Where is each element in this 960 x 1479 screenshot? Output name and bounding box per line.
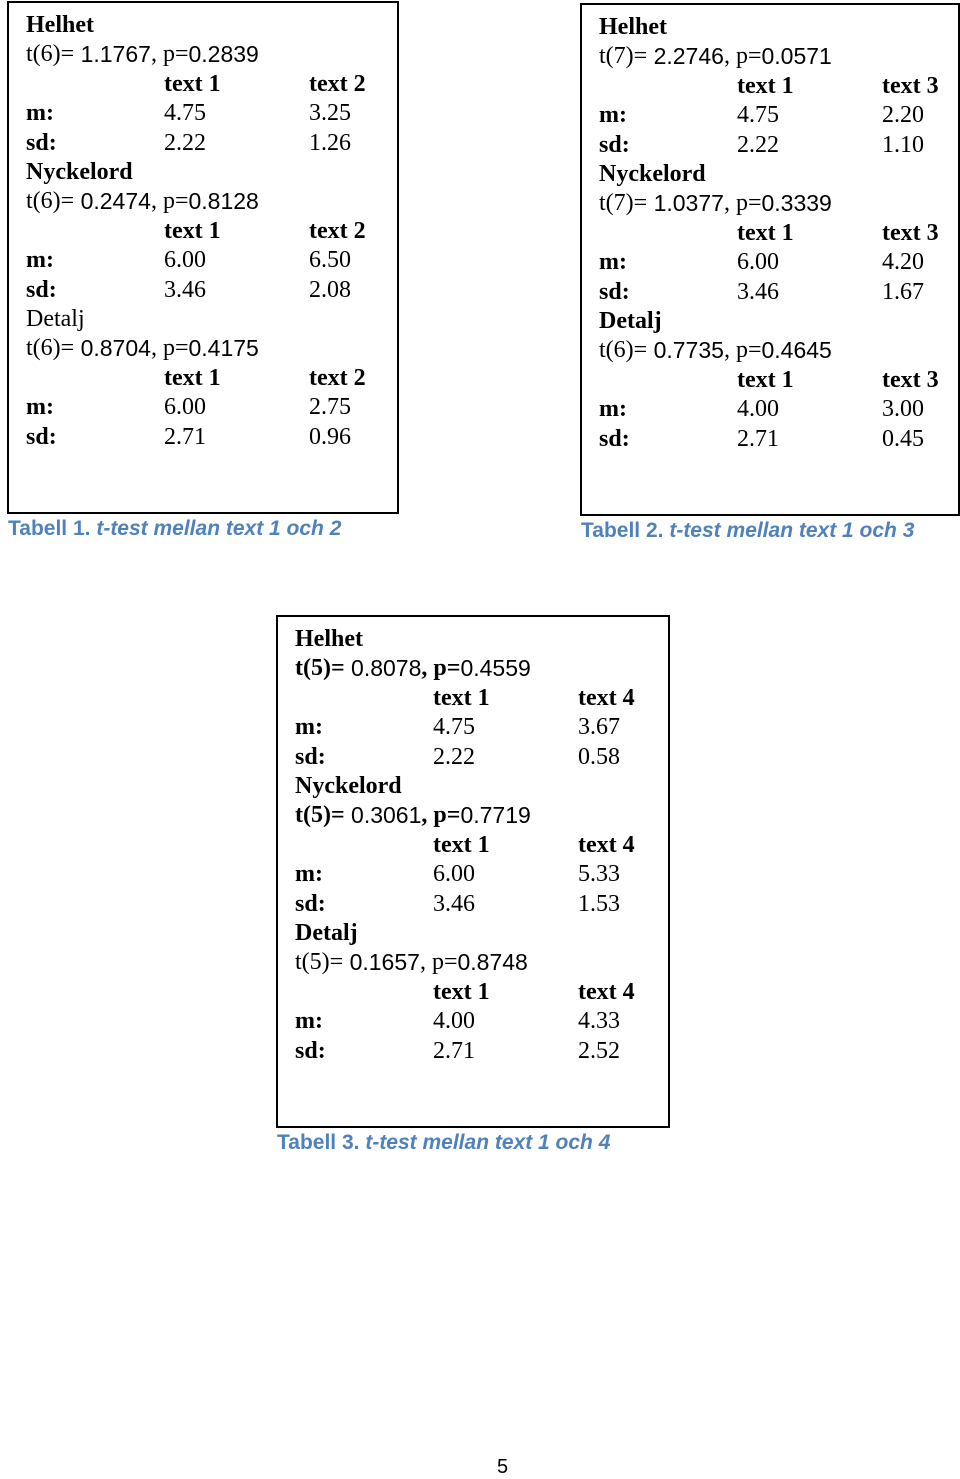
m-value: 3.67 xyxy=(578,714,620,741)
column-header: text 2 xyxy=(309,364,366,391)
p-value: 0.3339 xyxy=(761,190,832,217)
column-header-row xyxy=(599,72,958,101)
t-value: 2.2746 xyxy=(647,43,724,70)
t-prefix: t(6)= xyxy=(26,188,75,215)
column-header: text 1 xyxy=(433,684,490,711)
table-3-box xyxy=(276,615,670,1128)
block-title: Helhet xyxy=(295,626,363,652)
column-header-row xyxy=(26,70,397,99)
sd-value: 2.22 xyxy=(737,131,779,158)
m-label: m: xyxy=(599,396,627,423)
t-value: 1.0377 xyxy=(647,190,724,217)
m-label: m: xyxy=(26,394,54,421)
sd-value: 0.58 xyxy=(578,743,620,770)
p-prefix: , p= xyxy=(723,190,762,217)
p-prefix: , p= xyxy=(419,949,458,976)
table-3-caption xyxy=(277,1131,610,1155)
m-value: 3.00 xyxy=(882,396,924,423)
m-label: m: xyxy=(295,714,323,741)
sd-label: sd: xyxy=(599,131,630,158)
caption-label: Tabell 2. xyxy=(581,519,664,542)
t-value: 0.2474 xyxy=(74,188,151,215)
m-value: 4.75 xyxy=(737,102,779,129)
column-header: text 1 xyxy=(737,366,794,393)
block-title: Nyckelord xyxy=(295,773,402,800)
p-prefix: , p= xyxy=(421,802,461,829)
t-value: 0.8078 xyxy=(344,655,422,682)
m-value: 4.00 xyxy=(433,1008,475,1035)
column-header: text 1 xyxy=(164,364,221,391)
sd-value: 0.96 xyxy=(309,423,351,450)
sd-label: sd: xyxy=(26,129,57,156)
table-1-caption xyxy=(8,517,341,541)
t-value: 0.1657 xyxy=(343,949,420,976)
sd-value: 2.52 xyxy=(578,1037,620,1064)
m-label: m: xyxy=(295,1008,323,1035)
sd-value: 1.26 xyxy=(309,129,351,156)
p-value: 0.2839 xyxy=(188,41,259,68)
block-title: Detalj xyxy=(599,308,662,335)
p-value: 0.4645 xyxy=(761,337,832,364)
t-test-line xyxy=(599,42,958,71)
p-prefix: , p= xyxy=(723,337,762,364)
sd-value: 2.71 xyxy=(164,423,206,450)
column-header: text 1 xyxy=(433,831,490,858)
table-2-box xyxy=(580,3,960,516)
sd-label: sd: xyxy=(26,276,57,303)
m-value: 4.75 xyxy=(164,100,206,127)
sd-value: 2.08 xyxy=(309,276,351,303)
m-label: m: xyxy=(26,100,54,127)
column-header: text 3 xyxy=(882,72,939,99)
p-prefix: , p= xyxy=(421,655,461,682)
column-header-row xyxy=(599,219,958,248)
column-header: text 4 xyxy=(578,978,635,1005)
m-value: 5.33 xyxy=(578,861,620,888)
m-row xyxy=(26,246,397,275)
sd-row xyxy=(26,423,397,452)
t-prefix: t(7)= xyxy=(599,190,648,217)
m-value: 4.75 xyxy=(433,714,475,741)
column-header: text 2 xyxy=(309,217,366,244)
sd-row xyxy=(599,278,958,307)
column-header: text 3 xyxy=(882,219,939,246)
p-value: 0.7719 xyxy=(460,802,531,829)
block-title: Nyckelord xyxy=(599,161,706,188)
caption-text: t-test mellan text 1 och 3 xyxy=(669,519,915,542)
sd-value: 0.45 xyxy=(882,425,924,452)
m-label: m: xyxy=(599,102,627,129)
m-value: 6.00 xyxy=(164,394,206,421)
m-row xyxy=(599,395,958,424)
m-value: 4.20 xyxy=(882,249,924,276)
m-value: 4.00 xyxy=(737,396,779,423)
column-header: text 3 xyxy=(882,366,939,393)
column-header: text 4 xyxy=(578,831,635,858)
column-header-row xyxy=(295,831,668,860)
column-header-row xyxy=(26,364,397,393)
t-test-line xyxy=(26,334,397,363)
m-value: 6.50 xyxy=(309,247,351,274)
t-test-line xyxy=(599,336,958,365)
m-row xyxy=(599,248,958,277)
block-title: Nyckelord xyxy=(26,159,133,186)
sd-row xyxy=(295,890,668,919)
t-prefix: t(6)= xyxy=(26,335,75,362)
t-test-line xyxy=(599,189,958,218)
sd-value: 3.46 xyxy=(737,278,779,305)
p-value: 0.4175 xyxy=(188,335,259,362)
t-test-line xyxy=(26,187,397,216)
t-prefix: t(5)= xyxy=(295,655,345,682)
p-value: 0.4559 xyxy=(460,655,531,682)
sd-label: sd: xyxy=(295,1037,326,1064)
t-prefix: t(6)= xyxy=(599,337,648,364)
column-header: text 1 xyxy=(164,70,221,97)
sd-label: sd: xyxy=(295,890,326,917)
sd-value: 2.22 xyxy=(433,743,475,770)
sd-row xyxy=(295,743,668,772)
m-row xyxy=(599,101,958,130)
sd-value: 1.67 xyxy=(882,278,924,305)
sd-label: sd: xyxy=(295,743,326,770)
caption-text: t-test mellan text 1 och 4 xyxy=(365,1131,611,1154)
p-prefix: , p= xyxy=(723,43,762,70)
sd-value: 3.46 xyxy=(433,890,475,917)
sd-value: 2.71 xyxy=(433,1037,475,1064)
column-header-row xyxy=(295,684,668,713)
p-value: 0.8128 xyxy=(188,188,259,215)
block-title: Helhet xyxy=(26,12,94,38)
m-row xyxy=(26,393,397,422)
m-value: 6.00 xyxy=(164,247,206,274)
t-value: 0.8704 xyxy=(74,335,151,362)
m-row xyxy=(295,1007,668,1036)
sd-row xyxy=(26,129,397,158)
caption-text: t-test mellan text 1 och 2 xyxy=(96,517,342,540)
m-value: 2.20 xyxy=(882,102,924,129)
p-prefix: , p= xyxy=(150,335,189,362)
sd-row xyxy=(26,276,397,305)
m-label: m: xyxy=(26,247,54,274)
column-header: text 1 xyxy=(737,72,794,99)
t-prefix: t(7)= xyxy=(599,43,648,70)
sd-label: sd: xyxy=(599,425,630,452)
m-row xyxy=(26,99,397,128)
column-header: text 2 xyxy=(309,70,366,97)
block-title: Detalj xyxy=(26,306,85,333)
column-header-row xyxy=(26,217,397,246)
sd-value: 2.22 xyxy=(164,129,206,156)
column-header: text 1 xyxy=(164,217,221,244)
p-prefix: , p= xyxy=(150,41,189,68)
column-header: text 1 xyxy=(737,219,794,246)
m-label: m: xyxy=(295,861,323,888)
block-title: Helhet xyxy=(599,14,667,40)
m-row xyxy=(295,860,668,889)
p-value: 0.0571 xyxy=(761,43,832,70)
caption-label: Tabell 3. xyxy=(277,1131,360,1154)
m-value: 4.33 xyxy=(578,1008,620,1035)
p-value: 0.8748 xyxy=(457,949,528,976)
sd-value: 1.53 xyxy=(578,890,620,917)
column-header-row xyxy=(599,366,958,395)
t-value: 0.7735 xyxy=(647,337,724,364)
column-header: text 1 xyxy=(433,978,490,1005)
m-row xyxy=(295,713,668,742)
m-value: 6.00 xyxy=(433,861,475,888)
table-1-box xyxy=(7,1,399,514)
block-title: Detalj xyxy=(295,920,358,947)
column-header: text 4 xyxy=(578,684,635,711)
t-prefix: t(5)= xyxy=(295,802,345,829)
caption-label: Tabell 1. xyxy=(8,517,91,540)
table-2-caption xyxy=(581,519,914,543)
sd-label: sd: xyxy=(599,278,630,305)
p-prefix: , p= xyxy=(150,188,189,215)
t-prefix: t(6)= xyxy=(26,41,75,68)
t-test-line xyxy=(295,801,668,830)
m-value: 2.75 xyxy=(309,394,351,421)
sd-row xyxy=(295,1037,668,1066)
m-value: 3.25 xyxy=(309,100,351,127)
m-label: m: xyxy=(599,249,627,276)
m-value: 6.00 xyxy=(737,249,779,276)
t-prefix: t(5)= xyxy=(295,949,344,976)
column-header-row xyxy=(295,978,668,1007)
sd-label: sd: xyxy=(26,423,57,450)
t-test-line xyxy=(295,654,668,683)
sd-value: 3.46 xyxy=(164,276,206,303)
t-test-line xyxy=(26,40,397,69)
t-value: 1.1767 xyxy=(74,41,151,68)
t-value: 0.3061 xyxy=(344,802,422,829)
sd-value: 1.10 xyxy=(882,131,924,158)
sd-row xyxy=(599,131,958,160)
sd-value: 2.71 xyxy=(737,425,779,452)
sd-row xyxy=(599,425,958,454)
t-test-line xyxy=(295,948,668,977)
page-number: 5 xyxy=(497,1456,509,1478)
